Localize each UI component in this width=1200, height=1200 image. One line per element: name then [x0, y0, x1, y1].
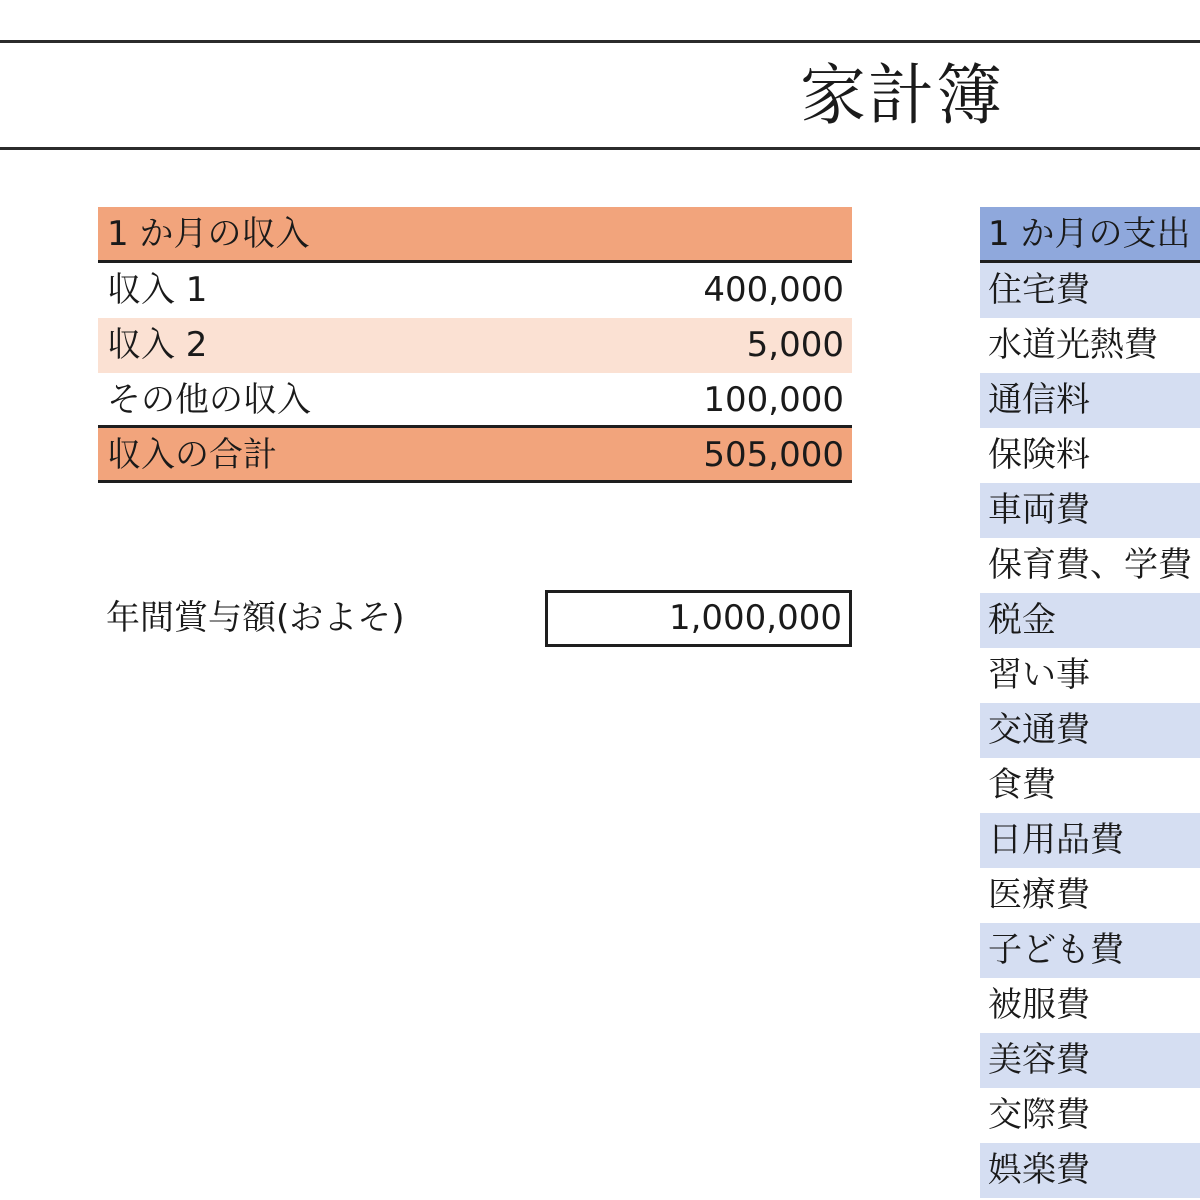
expense-item[interactable]: 美容費 [980, 1033, 1200, 1088]
expense-item[interactable]: 車両費 [980, 483, 1200, 538]
income-row-2[interactable] [98, 318, 852, 373]
expense-item[interactable]: 医療費 [980, 868, 1200, 923]
expense-item[interactable]: 食費 [980, 758, 1200, 813]
expense-table [980, 207, 1200, 1198]
income-row-label: 収入 2 [107, 325, 208, 365]
income-table [98, 207, 852, 483]
income-row-1[interactable] [98, 263, 852, 318]
expense-item[interactable]: 税金 [980, 593, 1200, 648]
expense-item[interactable]: 交通費 [980, 703, 1200, 758]
income-row-value[interactable]: 5,000 [746, 325, 844, 365]
expense-item[interactable]: 日用品費 [980, 813, 1200, 868]
income-header-label: 1 か月の収入 [107, 214, 310, 254]
bonus-label: 年間賞与額(およそ) [106, 598, 405, 638]
income-total-value: 505,000 [703, 435, 844, 475]
expense-item[interactable]: 保育費、学費 [980, 538, 1200, 593]
expense-item[interactable]: 娯楽費 [980, 1143, 1200, 1198]
expense-item[interactable]: 交際費 [980, 1088, 1200, 1143]
expense-item[interactable]: 習い事 [980, 648, 1200, 703]
income-row-value[interactable]: 100,000 [703, 380, 844, 420]
expense-item[interactable]: 保険料 [980, 428, 1200, 483]
expense-item[interactable]: 通信料 [980, 373, 1200, 428]
title-band [0, 40, 1200, 150]
income-row-other[interactable] [98, 373, 852, 428]
income-total-row [98, 428, 852, 483]
income-row-label: 収入 1 [107, 270, 208, 310]
expense-item[interactable]: 水道光熱費 [980, 318, 1200, 373]
income-total-label: 収入の合計 [107, 435, 277, 475]
expense-header: 1 か月の支出 [980, 207, 1200, 263]
income-header [98, 207, 852, 263]
expense-item[interactable]: 住宅費 [980, 263, 1200, 318]
income-row-value[interactable]: 400,000 [703, 270, 844, 310]
expense-item[interactable]: 被服費 [980, 978, 1200, 1033]
income-row-label: その他の収入 [107, 380, 311, 420]
page-title: 家計簿 [800, 57, 1004, 134]
bonus-input[interactable]: 1,000,000 [545, 590, 852, 647]
expense-item[interactable]: 子ども費 [980, 923, 1200, 978]
